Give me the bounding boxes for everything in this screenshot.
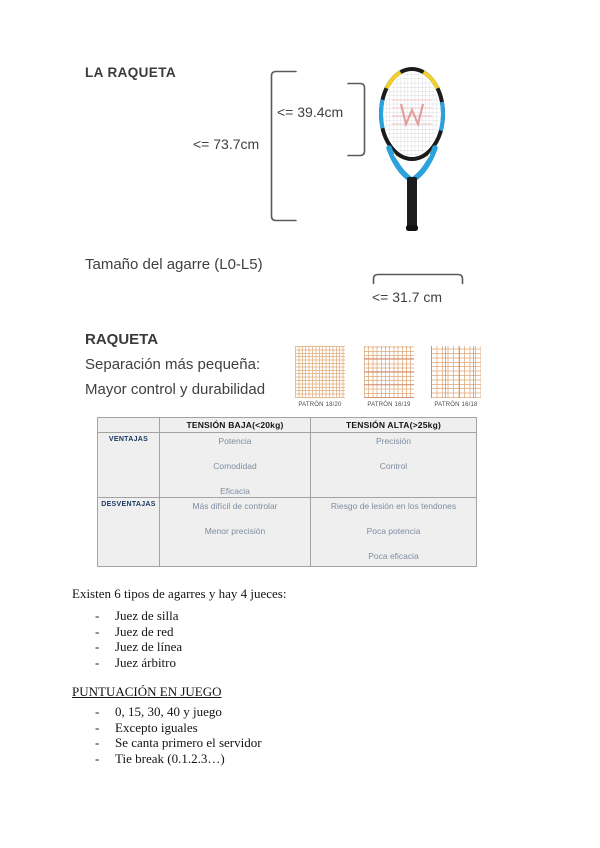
grips-judges-block — [72, 586, 542, 670]
string-pattern-16-19 — [363, 346, 415, 408]
string-pattern-18-20-label: PATRÓN 18/20 — [298, 402, 342, 408]
judges-list — [72, 608, 542, 670]
table-header-low-tension: TENSIÓN BAJA(<20kg) — [160, 418, 311, 433]
string-pattern-16-18 — [430, 346, 482, 408]
list-item: - Tie break (0.1.2.3…) — [72, 751, 542, 767]
strings-line-1: Separación más pequeña: — [85, 356, 261, 373]
head-bracket-icon — [346, 82, 366, 157]
grip-size-title: Tamaño del agarre (L0-L5) — [85, 256, 263, 273]
table-rowheader-ventajas: VENTAJAS — [98, 433, 160, 498]
list-item: - Excepto iguales — [72, 720, 542, 736]
list-item: - 0, 15, 30, 40 y juego — [72, 704, 542, 720]
table-corner-cell — [98, 418, 160, 433]
string-pattern-16-19-image — [364, 346, 414, 398]
string-pattern-18-20 — [294, 346, 346, 408]
strings-section-title: RAQUETA — [85, 331, 159, 348]
list-item: - Juez de silla — [72, 608, 542, 624]
page-title: LA RAQUETA — [85, 65, 176, 80]
grip-length-label: <= 31.7 cm — [372, 289, 443, 305]
string-pattern-16-18-image — [431, 346, 481, 398]
list-item: - Se canta primero el servidor — [72, 735, 542, 751]
strings-line-2: Mayor control y durabilidad — [85, 381, 266, 398]
racket-head-length-label: <= 39.4cm — [277, 104, 344, 120]
table-header-high-tension: TENSIÓN ALTA(>25kg) — [311, 418, 476, 433]
string-pattern-16-19-label: PATRÓN 16/19 — [367, 402, 411, 408]
length-bracket-icon — [270, 70, 298, 222]
list-item: - Juez árbitro — [72, 655, 542, 671]
table-rowheader-desventajas: DESVENTAJAS — [98, 498, 160, 566]
list-item: - Juez de línea — [72, 639, 542, 655]
string-pattern-16-18-label: PATRÓN 16/18 — [434, 402, 478, 408]
tennis-racket-image — [368, 66, 452, 234]
scoring-block — [72, 684, 542, 766]
list-item: - Juez de red — [72, 624, 542, 640]
table-cell-desventajas-high: Riesgo de lesión en los tendones Poca potencia Poca eficacia — [330, 501, 457, 561]
judges-intro: Existen 6 tipos de agarres y hay 4 jueces: — [72, 586, 287, 601]
racket-length-label: <= 73.7cm — [193, 136, 260, 152]
string-pattern-18-20-image — [295, 346, 345, 398]
table-cell-desventajas-low: Más difícil de controlar Menor precisión — [160, 498, 311, 566]
scoring-list — [72, 704, 542, 766]
grip-bracket-icon — [372, 273, 464, 285]
tension-table — [97, 417, 477, 567]
table-cell-ventajas-high: Precisión Control — [311, 433, 476, 498]
table-cell-ventajas-low: Potencia Comodidad Eficacia — [160, 433, 311, 498]
scoring-title: PUNTUACIÓN EN JUEGO — [72, 684, 222, 699]
